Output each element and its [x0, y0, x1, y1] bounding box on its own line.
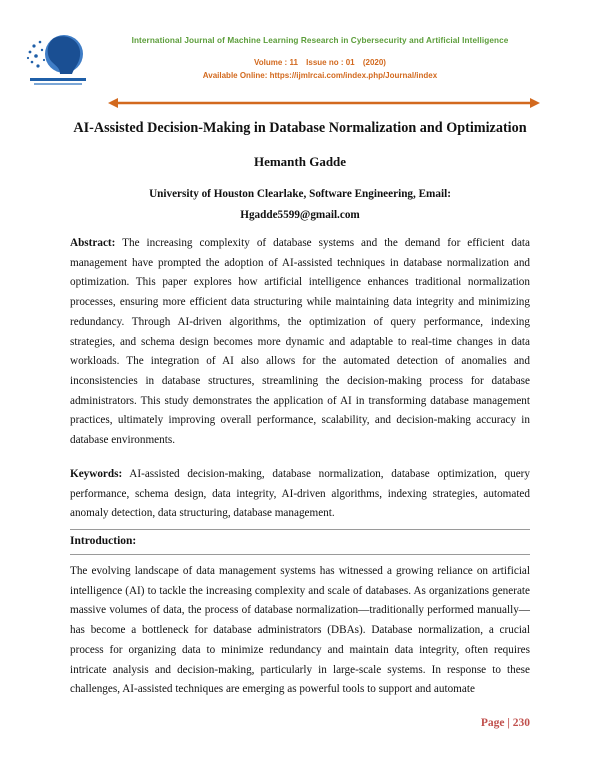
paper-affiliation — [60, 184, 540, 226]
double-arrow-divider — [108, 97, 540, 109]
journal-logo-icon — [24, 26, 92, 92]
introduction-heading: Introduction: — [70, 535, 137, 547]
journal-url[interactable]: Available Online: https://ijmlrcai.com/index.php/Journal/index — [202, 71, 438, 80]
page-number: Page | 230 — [480, 717, 530, 729]
section-divider-bottom — [70, 554, 530, 555]
keywords-text: AI-assisted decision-making, database normalization, database optimization, query performance, schema design, data integrity, AI-driven algorithms, indexing strategies, automated anomaly detection, data structuring, database management. — [70, 468, 530, 520]
journal-title: International Journal of Machine Learning Research in Cybersecurity and Artificial Intelligence — [131, 36, 509, 45]
affiliation-line: University of Houston Clearlake, Software Engineering, Email: — [149, 188, 451, 200]
journal-volume-line — [100, 58, 540, 67]
journal-issue: Issue no : 01 — [306, 58, 355, 67]
paper-author: Hemanth Gadde — [253, 154, 347, 169]
journal-volume: Volume : 11 — [254, 58, 298, 67]
introduction-text: The evolving landscape of data management systems has witnessed a growing reliance on artificial intelligence (AI) to tackle the increasing complexity and scale of databases. As organizations generate massive volumes of data, the process of database normalization—traditionally performed manually—has become a bottleneck for database administrators (DBAs). Database normalization, a crucial process for organizing data to minimize redundancy and maintain data integrity, often requires intricate analysis and decision-making, particularly in large-scale systems. In response to these challenges, AI-assisted techniques are emerging as powerful tools to support and automate — [70, 565, 530, 696]
journal-year: (2020) — [362, 58, 386, 67]
abstract-text: The increasing complexity of database systems and the demand for efficient data management have prompted the adoption of AI-assisted techniques in database normalization and optimization. This paper explores how artificial intelligence enhances traditional normalization processes, ensuring more efficient data structuring while maintaining data integrity and minimizing redundancy. Through AI-driven algorithms, the optimization of query performance, indexing strategies, and schema design becomes more dynamic and adaptable to real-time changes in data workloads. The integration of AI also allows for the automated detection of anomalies and inconsistencies in database structures, streamlining the decision-making process for database administrators. This study demonstrates the application of AI in transforming database management practices, ultimately improving overall performance, scalability, and decision-making accuracy in database environments. — [70, 237, 530, 447]
keywords-label: Keywords: — [70, 468, 123, 480]
section-divider-top — [70, 529, 530, 530]
abstract-label: Abstract: — [70, 237, 116, 249]
keywords — [70, 465, 530, 524]
abstract — [70, 234, 530, 451]
author-email[interactable]: Hgadde5599@gmail.com — [240, 209, 360, 221]
paper-title: AI-Assisted Decision-Making in Database Normalization and Optimization — [73, 120, 527, 136]
